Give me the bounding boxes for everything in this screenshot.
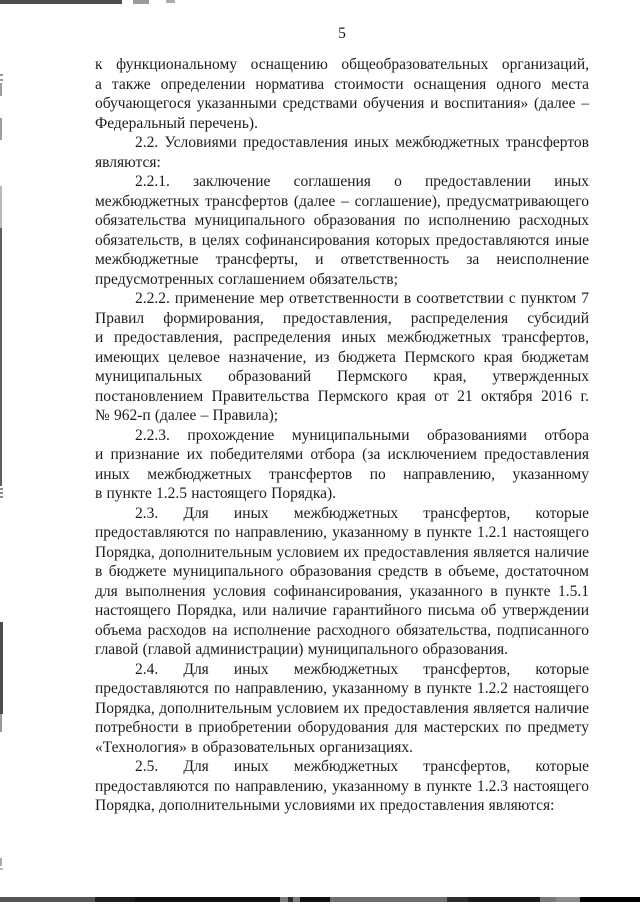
- scan-artifact-top-dash: [133, 0, 149, 4]
- scan-artifact-bottom-segment: [0, 897, 95, 902]
- scan-artifact-left-mark: [0, 496, 3, 498]
- text-line: 2.2.3. прохождение муниципальными образованиями отбора: [135, 426, 589, 444]
- text-line: Порядка, дополнительными условиями их предоставления являются:: [95, 797, 555, 814]
- scan-artifact-left-line: [0, 714, 2, 732]
- page-number: 5: [338, 25, 346, 42]
- text-line: межбюджетных трансфертов (далее – соглашение), предусматривающего: [95, 192, 589, 210]
- text-line: потребности в приобретении оборудования для мастерских по предмету: [95, 719, 589, 736]
- scan-artifact-left-mark: [0, 79, 3, 81]
- scan-artifact-left-mark: [0, 83, 2, 96]
- text-line: обучающегося указанными средствами обучения и воспитания» (далее –: [95, 95, 589, 112]
- text-line: Порядка, дополнительным условием их предоставления является наличие: [95, 699, 589, 717]
- text-line: а также определении норматива стоимости оснащения одного места: [95, 75, 589, 93]
- scan-artifact-bottom-segment: [293, 897, 300, 902]
- text-line: к функциональному оснащению общеобразовательных организаций,: [95, 56, 589, 73]
- text-line: в бюджете муниципального образования средств в объеме, достаточном: [95, 563, 589, 580]
- scan-artifact-bottom-segment: [330, 897, 447, 902]
- scan-artifact-bottom-segment: [447, 897, 468, 902]
- scan-artifact-left-mark: [0, 118, 2, 140]
- text-line: № 962-п (далее – Правила);: [95, 407, 279, 424]
- text-line: предоставляются по направлению, указанному в пункте 1.2.1 настоящего: [95, 524, 589, 541]
- text-line: 2.5. Для иных межбюджетных трансфертов, которые: [135, 758, 589, 775]
- text-line: и предоставления, распределения иных межбюджетных трансфертов,: [95, 329, 589, 346]
- text-line: предоставляются по направлению, указанному в пункте 1.2.2 настоящего: [95, 680, 589, 697]
- text-line: и признание их победителями отбора (за исключением предоставления: [95, 446, 589, 463]
- scan-artifact-bottom-segment: [468, 897, 540, 902]
- text-line: имеющих целевое назначение, из бюджета Пермского края бюджетам: [95, 348, 589, 366]
- text-line: предоставляются по направлению, указанному в пункте 1.2.3 настоящего: [95, 777, 589, 795]
- scan-artifact-bottom-segment: [580, 897, 640, 902]
- scan-artifact-bottom-segment: [300, 897, 330, 902]
- scan-artifact-left-line: [0, 186, 2, 228]
- text-line: 2.2.2. применение мер ответственности в соответствии с пунктом 7: [135, 290, 589, 307]
- text-line: 2.2. Условиями предоставления иных межбюджетных трансфертов: [135, 134, 589, 151]
- text-line: муниципальных образований Пермского края, утвержденных: [95, 368, 589, 385]
- scan-artifact-top-bar: [0, 0, 122, 4]
- text-line: предусмотренных соглашением обязательств;: [95, 270, 398, 288]
- text-line: иных межбюджетных трансфертов по направлению, указанному: [95, 465, 589, 483]
- scan-artifact-left-line: [0, 228, 2, 486]
- text-line: 2.3. Для иных межбюджетных трансфертов, которые: [135, 504, 589, 522]
- scan-artifact-left-mark: [0, 492, 3, 494]
- text-line: главой (главой администрации) муниципального образования.: [95, 641, 509, 658]
- scan-artifact-left-mark: [0, 74, 3, 76]
- scan-artifact-left-mark: [0, 488, 3, 490]
- text-line: в пункте 1.2.5 настоящего Порядка).: [95, 485, 337, 502]
- text-line: Порядка, дополнительным условием их предоставления является наличие: [95, 543, 589, 561]
- scan-artifact-top-dash: [166, 0, 175, 3]
- scan-artifact-bottom-segment: [135, 897, 280, 902]
- text-line: настоящего Порядка, или наличие гарантийного письма об утверждении: [95, 602, 589, 619]
- text-line: являются:: [95, 153, 161, 171]
- text-line: Федеральный перечень).: [95, 114, 258, 132]
- text-line: «Технология» в образовательных организациях.: [95, 738, 414, 756]
- scan-artifact-bottom-segment: [280, 897, 288, 902]
- scan-artifact-left-mark: [0, 868, 3, 870]
- text-line: Правил формирования, предоставления, распределения субсидий: [95, 309, 589, 327]
- scan-artifact-bottom-segment: [540, 897, 556, 902]
- text-line: для выполнения условия софинансирования, указанного в пункте 1.5.1: [95, 582, 589, 600]
- text-block: [95, 55, 589, 816]
- scan-artifact-bottom-segment: [95, 897, 135, 902]
- scan-artifact-bottom-segment: [556, 897, 580, 902]
- scan-artifact-left-mark: [0, 858, 2, 866]
- text-line: обязательств, в целях софинансирования которых предоставляются иные: [95, 231, 589, 249]
- text-line: 2.2.1. заключение соглашения о предоставлении иных: [135, 173, 589, 190]
- text-line: межбюджетные трансферты, и ответственность за неисполнение: [95, 251, 589, 268]
- scan-artifact-bottom-bar: [0, 896, 640, 905]
- text-line: обязательства муниципального образования по исполнению расходных: [95, 212, 589, 229]
- scan-artifact-left-line: [0, 622, 3, 714]
- text-line: 2.4. Для иных межбюджетных трансфертов, которые: [135, 660, 589, 678]
- text-line: постановлением Правительства Пермского края от 21 октября 2016 г.: [95, 387, 589, 405]
- text-line: объема расходов на исполнение расходного обязательства, подписанного: [95, 621, 589, 639]
